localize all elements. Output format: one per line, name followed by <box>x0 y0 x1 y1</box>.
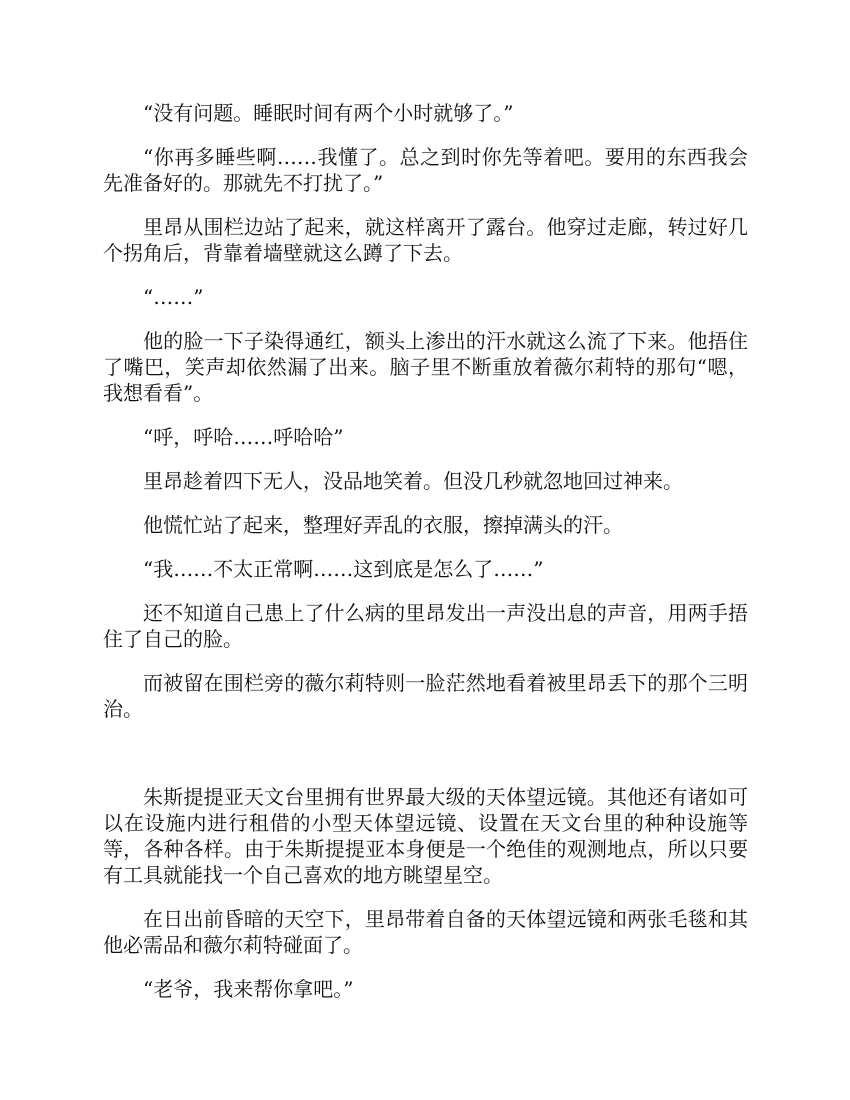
paragraph: “呼，呼哈……呼哈哈” <box>143 425 344 449</box>
paragraph: 他慌忙站了起来，整理好弄乱的衣服，擦掉满头的汗。 <box>143 513 623 537</box>
paragraph: “老爷，我来帮你拿吧。” <box>143 977 354 1001</box>
paragraph: “你再多睡些啊……我懂了。总之到时你先等着吧。要用的东西我会先准备好的。那就先不打扰了。” <box>103 145 748 195</box>
paragraph: 而被留在围栏旁的薇尔莉特则一脸茫然地看着被里昂丢下的那个三明治。 <box>103 671 748 721</box>
paragraph: 里昂趁着四下无人，没品地笑着。但没几秒就忽地回过神来。 <box>143 469 683 493</box>
paragraph: “没有问题。睡眠时间有两个小时就够了。” <box>143 101 514 125</box>
paragraph: 朱斯提提亚天文台里拥有世界最大级的天体望远镜。其他还有诸如可以在设施内进行租借的小型天体望远镜、设置在天文台里的种种设施等等，各种各样。由于朱斯提提亚本身便是一个绝佳的观测地点，所以只要有工具就能找一个自己喜欢的地方眺望星空。 <box>103 785 748 887</box>
paragraph: 里昂从围栏边站了起来，就这样离开了露台。他穿过走廊，转过好几个拐角后，背靠着墙壁就这么蹲了下去。 <box>103 215 748 265</box>
paragraph: 在日出前昏暗的天空下，里昂带着自备的天体望远镜和两张毛毯和其他必需品和薇尔莉特碰面了。 <box>103 907 748 957</box>
section-break <box>103 740 748 784</box>
paragraph: “我……不太正常啊……这到底是怎么了……” <box>143 557 544 581</box>
paragraph: “……” <box>143 285 204 309</box>
body-text <box>103 100 748 1020</box>
paragraph: 还不知道自己患上了什么病的里昂发出一声没出息的声音，用两手捂住了自己的脸。 <box>103 601 748 651</box>
paragraph: 他的脸一下子染得通红，额头上渗出的汗水就这么流了下来。他捂住了嘴巴，笑声却依然漏了出来。脑子里不断重放着薇尔莉特的那句“嗯，我想看看”。 <box>103 329 748 405</box>
